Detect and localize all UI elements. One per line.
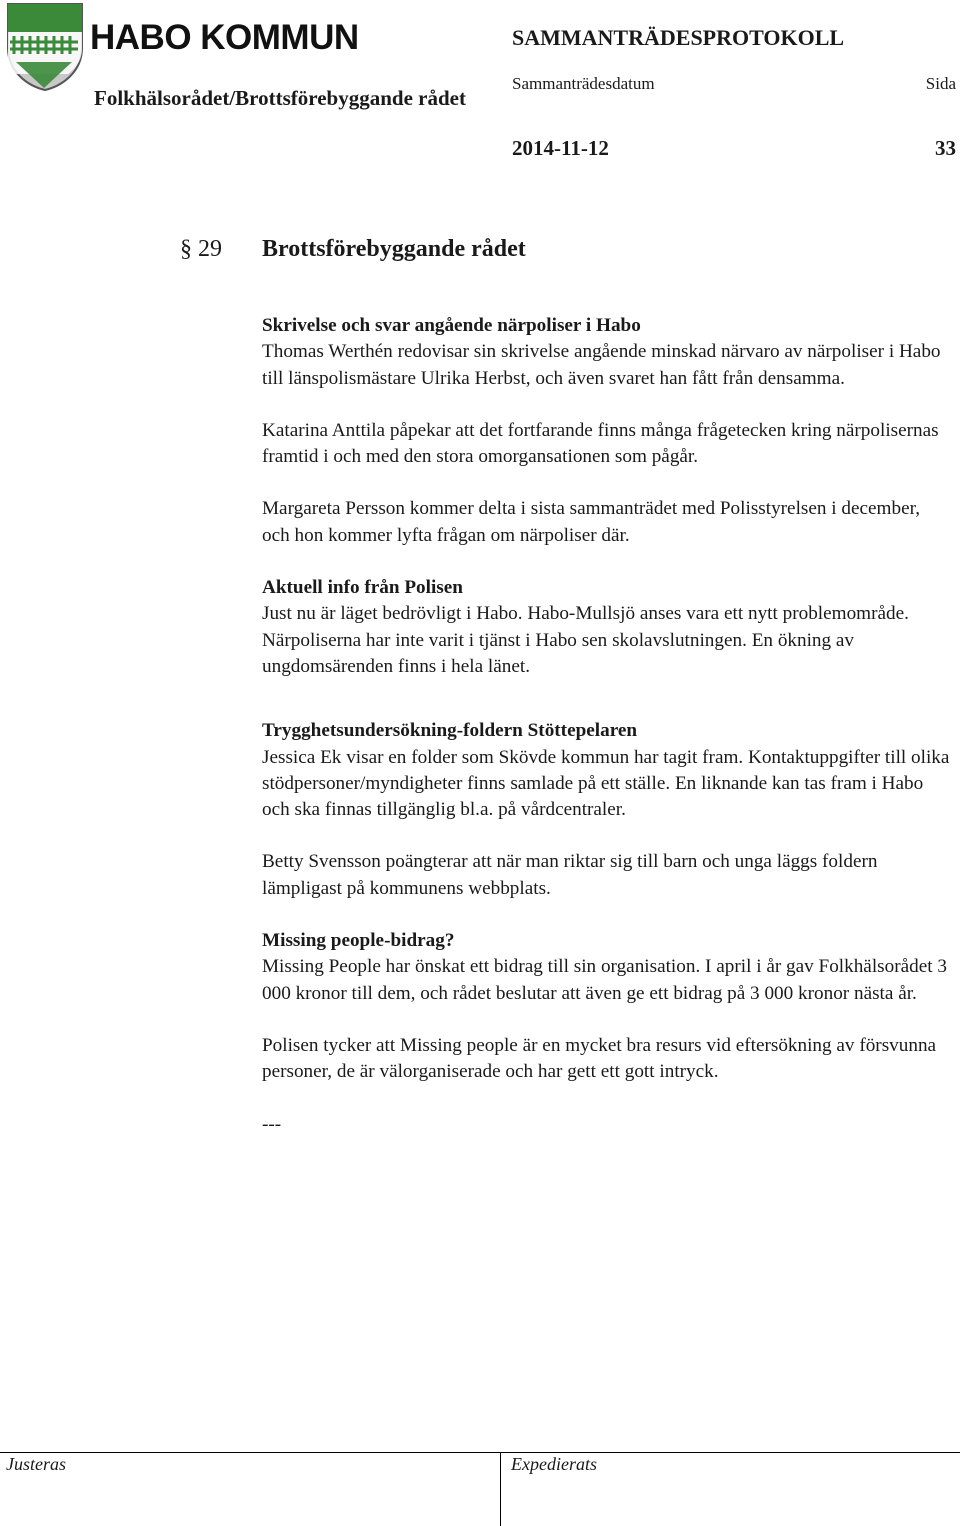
- section-paragraph: Just nu är läget bedrövligt i Habo. Habo-Mullsjö anses vara ett nytt problemområde. Närpoliserna har inte varit i tjänst i Habo sen skolavslutningen. En ökning av ungdomsärenden finns i hela länet.: [262, 603, 909, 677]
- section-paragraph: Thomas Werthén redovisar sin skrivelse angående minskad närvaro av närpoliser i Habo till länspolismästare Ulrika Herbst, och även svaret han fått från densamma.: [262, 341, 941, 389]
- organization-name: Folkhälsorådet/Brottsförebyggande rådet: [94, 86, 466, 110]
- date-label: Sammanträdesdatum: [512, 74, 655, 93]
- paragraph-number: § 29: [180, 236, 222, 262]
- justeras-label: Justeras: [6, 1454, 66, 1474]
- section-heading: Aktuell info från Polisen: [262, 577, 463, 599]
- meeting-date: 2014-11-12: [512, 136, 609, 160]
- section-paragraph: Missing People har önskat ett bidrag till sin organisation. I april i år gav Folkhälsorådet 3 000 kronor till dem, och rådet beslutar att även ge ett bidrag på 3 000 kronor nästa år.: [262, 956, 947, 1004]
- section-heading: Skrivelse och svar angående närpoliser i Habo: [262, 315, 641, 336]
- section-paragraph: Katarina Anttila påpekar att det fortfarande finns många frågetecken kring närpolisernas framtid i och med den stora omorgansationen som pågår.: [262, 419, 939, 468]
- document-title: SAMMANTRÄDESPROTOKOLL: [512, 25, 845, 50]
- section-paragraph: Margareta Persson kommer delta i sista sammanträdet med Polisstyrelsen i december, och hon kommer lyfta frågan om närpoliser där.: [262, 498, 921, 546]
- footer-divider: [0, 1452, 960, 1453]
- section-paragraph: Polisen tycker att Missing people är en mycket bra resurs vid eftersökning av försvunna personer, de är välorganiserade och har gett ett gott intryck.: [262, 1034, 937, 1083]
- expedierats-label: Expedierats: [511, 1454, 597, 1474]
- municipality-name: HABO KOMMUN: [90, 18, 359, 57]
- section-paragraph: Betty Svensson poängterar att när man riktar sig till barn och unga läggs foldern lämpligast på kommunens webbplats.: [262, 851, 878, 899]
- footer-column-divider: [500, 1453, 501, 1526]
- coat-of-arms-icon: [6, 2, 86, 92]
- section-heading: Missing people-bidrag?: [262, 930, 455, 952]
- section-paragraph: Jessica Ek visar en folder som Skövde kommun har tagit fram. Kontaktuppgifter till olika stödpersoner/myndigheter finns samlade på ett ställe. En liknande kan tas fram i Habo och ska finnas tillgänglig bl.a. på vårdcentraler.: [262, 746, 950, 821]
- page-number: 33: [935, 136, 956, 160]
- section-heading: Trygghetsundersökning-foldern Stöttepelaren: [262, 720, 638, 742]
- paragraph-heading: [180, 236, 526, 263]
- paragraph-title: Brottsförebyggande rådet: [262, 236, 526, 262]
- page-label: Sida: [925, 74, 956, 93]
- minutes-body: [262, 313, 952, 1138]
- end-marker: ---: [262, 1113, 282, 1135]
